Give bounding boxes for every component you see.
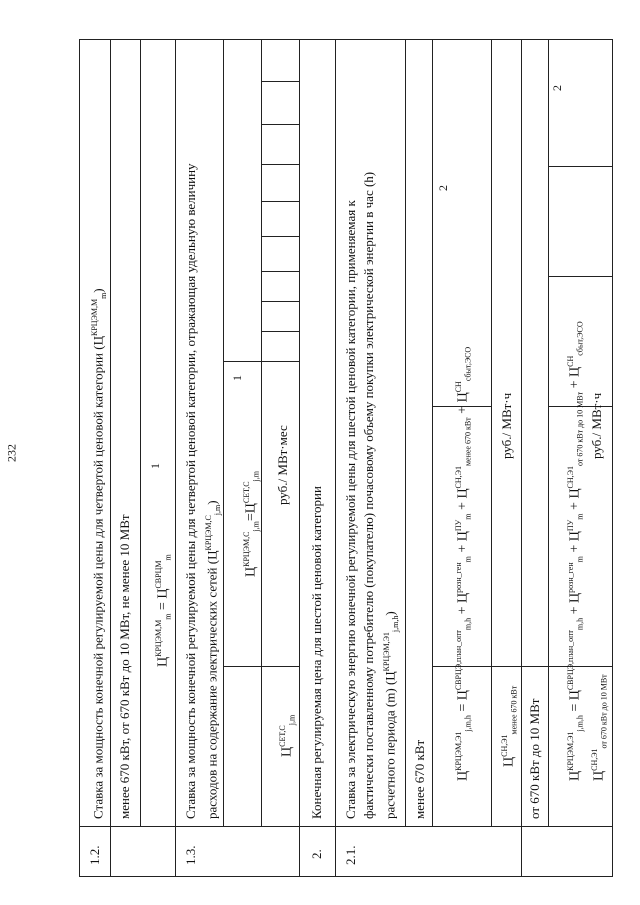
row-number: 2.	[309, 849, 324, 859]
cell-divider	[223, 666, 299, 667]
row-sep	[261, 39, 262, 827]
cell-divider	[261, 124, 299, 125]
cell-divider	[261, 271, 299, 272]
formula-1-2: $Ц^{КРЦЭМ,М}_m = Ц^{СВРЦМ}_m$	[154, 554, 173, 667]
component-label: $Ц^{СЕТ,С}_{j,m}$	[278, 714, 297, 757]
formula-2-1-b: $Ц^{КРЦЭМ,Э1}_{j,m,h} = Ц^{СВРЦЭ,план\_опт}_{m,h} + Ц^{розн\_ген}_m + Ц^{ПУ}_m + Ц^{СН,Э1}_{от 670 кВт до 10 МВт} + Ц^{СН}_{сбыт,ЭСО}$	[566, 321, 585, 781]
row-number: 1.2.	[87, 845, 102, 865]
row-sep	[175, 39, 176, 877]
row-title-line-2: расходов на содержание электрических сетей $(Ц^{КРЦЭМ,С}_{j,m})$	[204, 500, 222, 819]
cell-divider	[261, 164, 299, 165]
unit-label: руб./ МВт·ч	[499, 392, 514, 459]
row-sep	[491, 39, 492, 827]
unit-label: руб./ МВт·ч	[589, 392, 604, 459]
reference-mark: 1	[230, 375, 244, 381]
row-subtitle: менее 670 кВт, от 670 кВт до 10 МВт, не менее 10 МВт	[117, 514, 132, 819]
table-border-right	[79, 39, 613, 40]
row-title: Конечная регулируемая цена для шестой ценовой категории	[309, 486, 324, 819]
row-number: 1.3.	[183, 845, 198, 865]
table-border-top	[79, 39, 80, 877]
row-sep	[140, 39, 141, 827]
row-title: Ставка за мощность конечной регулируемой цены для четвертой ценовой категории $(Ц^{КРЦЭМ,М}_m)$	[90, 288, 108, 819]
row-sep	[548, 39, 549, 827]
row-sep	[335, 39, 336, 877]
row-sep	[432, 39, 433, 827]
page-number-text: 232	[4, 444, 19, 462]
cell-divider	[548, 166, 612, 167]
cell-divider	[548, 276, 612, 277]
row-subtitle: от 670 кВт до 10 МВт	[527, 698, 542, 819]
row-title-line-3: расчетного периода (m) $(Ц^{КРЦЭМ,Э1}_{j,m,h})$	[382, 611, 400, 819]
row-subtitle: менее 670 кВт	[412, 739, 427, 819]
cell-divider	[261, 201, 299, 202]
cell-divider	[261, 301, 299, 302]
reference-mark: 2	[436, 185, 450, 191]
num-col-divider	[79, 826, 613, 827]
component-label: $Ц^{СН,Э1}_{менее 670 кВт}$	[500, 685, 519, 767]
cell-divider	[261, 236, 299, 237]
cell-divider	[491, 666, 521, 667]
row-sep	[405, 39, 406, 827]
reference-mark: 2	[550, 85, 564, 91]
row-title-line-2: фактически поставленному потребителю (покупателю) почасовому объему покупки электрической энергии в час (h)	[361, 171, 376, 819]
formula-2-1-a: $Ц^{КРЦЭМ,Э1}_{j,m,h} = Ц^{СВРЦЭ,план\_опт}_{m,h} + Ц^{розн\_ген}_m + Ц^{ПУ}_m + Ц^{СН,Э1}_{менее 670 кВт} + Ц^{СН}_{сбыт,ЭСО}$	[454, 346, 473, 781]
row-number: 2.1.	[343, 845, 358, 865]
row-title-line-1: Ставка за электрическую энергию конечной регулируемой цены для шестой ценовой категории, применяемая к	[343, 200, 358, 819]
formula-1-3: $Ц^{КРЦЭМ,С}_{j,m}=Ц^{СЕТ,С}_{j,m}$	[242, 471, 261, 577]
unit-label: руб./ МВт·мес	[275, 425, 290, 505]
row-title-line-1: Ставка за мощность конечной регулируемой цены для четвертой ценовой категории, отражающая удельную величину	[183, 163, 198, 819]
component-label: $Ц^{СН,Э1}_{от 670 кВт до 10 МВт}$	[590, 674, 609, 781]
cell-divider	[261, 331, 299, 332]
reference-mark: 1	[148, 463, 162, 469]
rotated-table	[79, 39, 613, 877]
cell-divider	[223, 361, 299, 362]
table-border-left	[79, 876, 613, 877]
cell-divider	[261, 81, 299, 82]
